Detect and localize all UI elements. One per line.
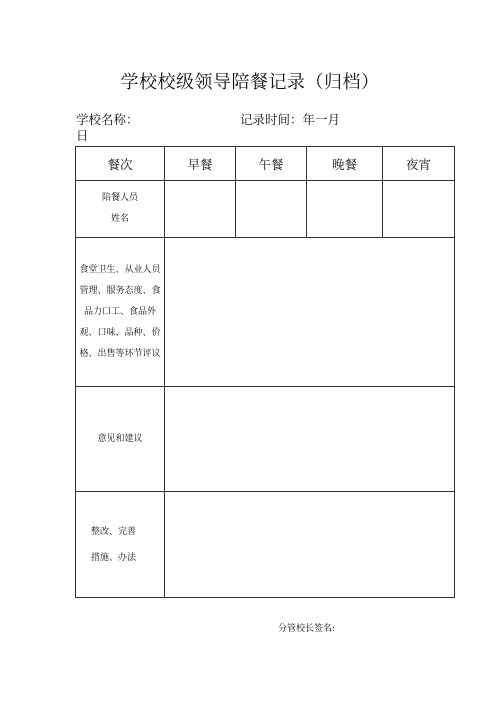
staff-label-line1: 陪餐人员 [101, 193, 138, 203]
advice-row [76, 387, 455, 492]
advice-label-cell: 意见和建议 [76, 387, 165, 492]
lunch-header-cell: 午餐 [236, 147, 307, 181]
page-title: 学校校级领导陪餐记录（归档） [120, 72, 380, 93]
staff-label-line2: 姓名 [110, 214, 129, 224]
breakfast-staff-cell[interactable] [165, 181, 236, 238]
advice-content-cell[interactable] [165, 387, 455, 492]
evaluation-label-cell: 食堂卫生、从业人员管理、服务态度、食品力口工、食品外观、口味、品种、价格、出售等环节评议 [76, 238, 165, 387]
evaluation-content-cell[interactable] [165, 238, 455, 387]
improvement-row [76, 492, 455, 598]
lunch-staff-cell[interactable] [236, 181, 307, 238]
record-time-label: 记录时间：年一月 [240, 112, 341, 127]
evaluation-row [76, 238, 455, 387]
header-row [76, 147, 455, 181]
dinner-staff-cell[interactable] [307, 181, 383, 238]
improvement-content-cell[interactable] [165, 492, 455, 598]
staff-label-cell [76, 181, 165, 238]
supper-staff-cell[interactable] [383, 181, 455, 238]
principal-signature-label: 分管校长签名: [278, 624, 336, 634]
improvement-label-line1: 整改、完善 [91, 526, 137, 537]
meal-record-table [75, 146, 455, 598]
record-time-day: 日 [76, 128, 89, 143]
supper-header-cell: 夜宵 [383, 147, 455, 181]
meal-header-cell: 餐次 [76, 147, 165, 181]
improvement-label-cell [76, 492, 165, 598]
dinner-header-cell: 晚餐 [307, 147, 383, 181]
improvement-label-line2: 措施、办法 [91, 552, 137, 563]
staff-row [76, 181, 455, 238]
breakfast-header-cell: 早餐 [165, 147, 236, 181]
school-name-label: 学校名称： [76, 112, 139, 127]
